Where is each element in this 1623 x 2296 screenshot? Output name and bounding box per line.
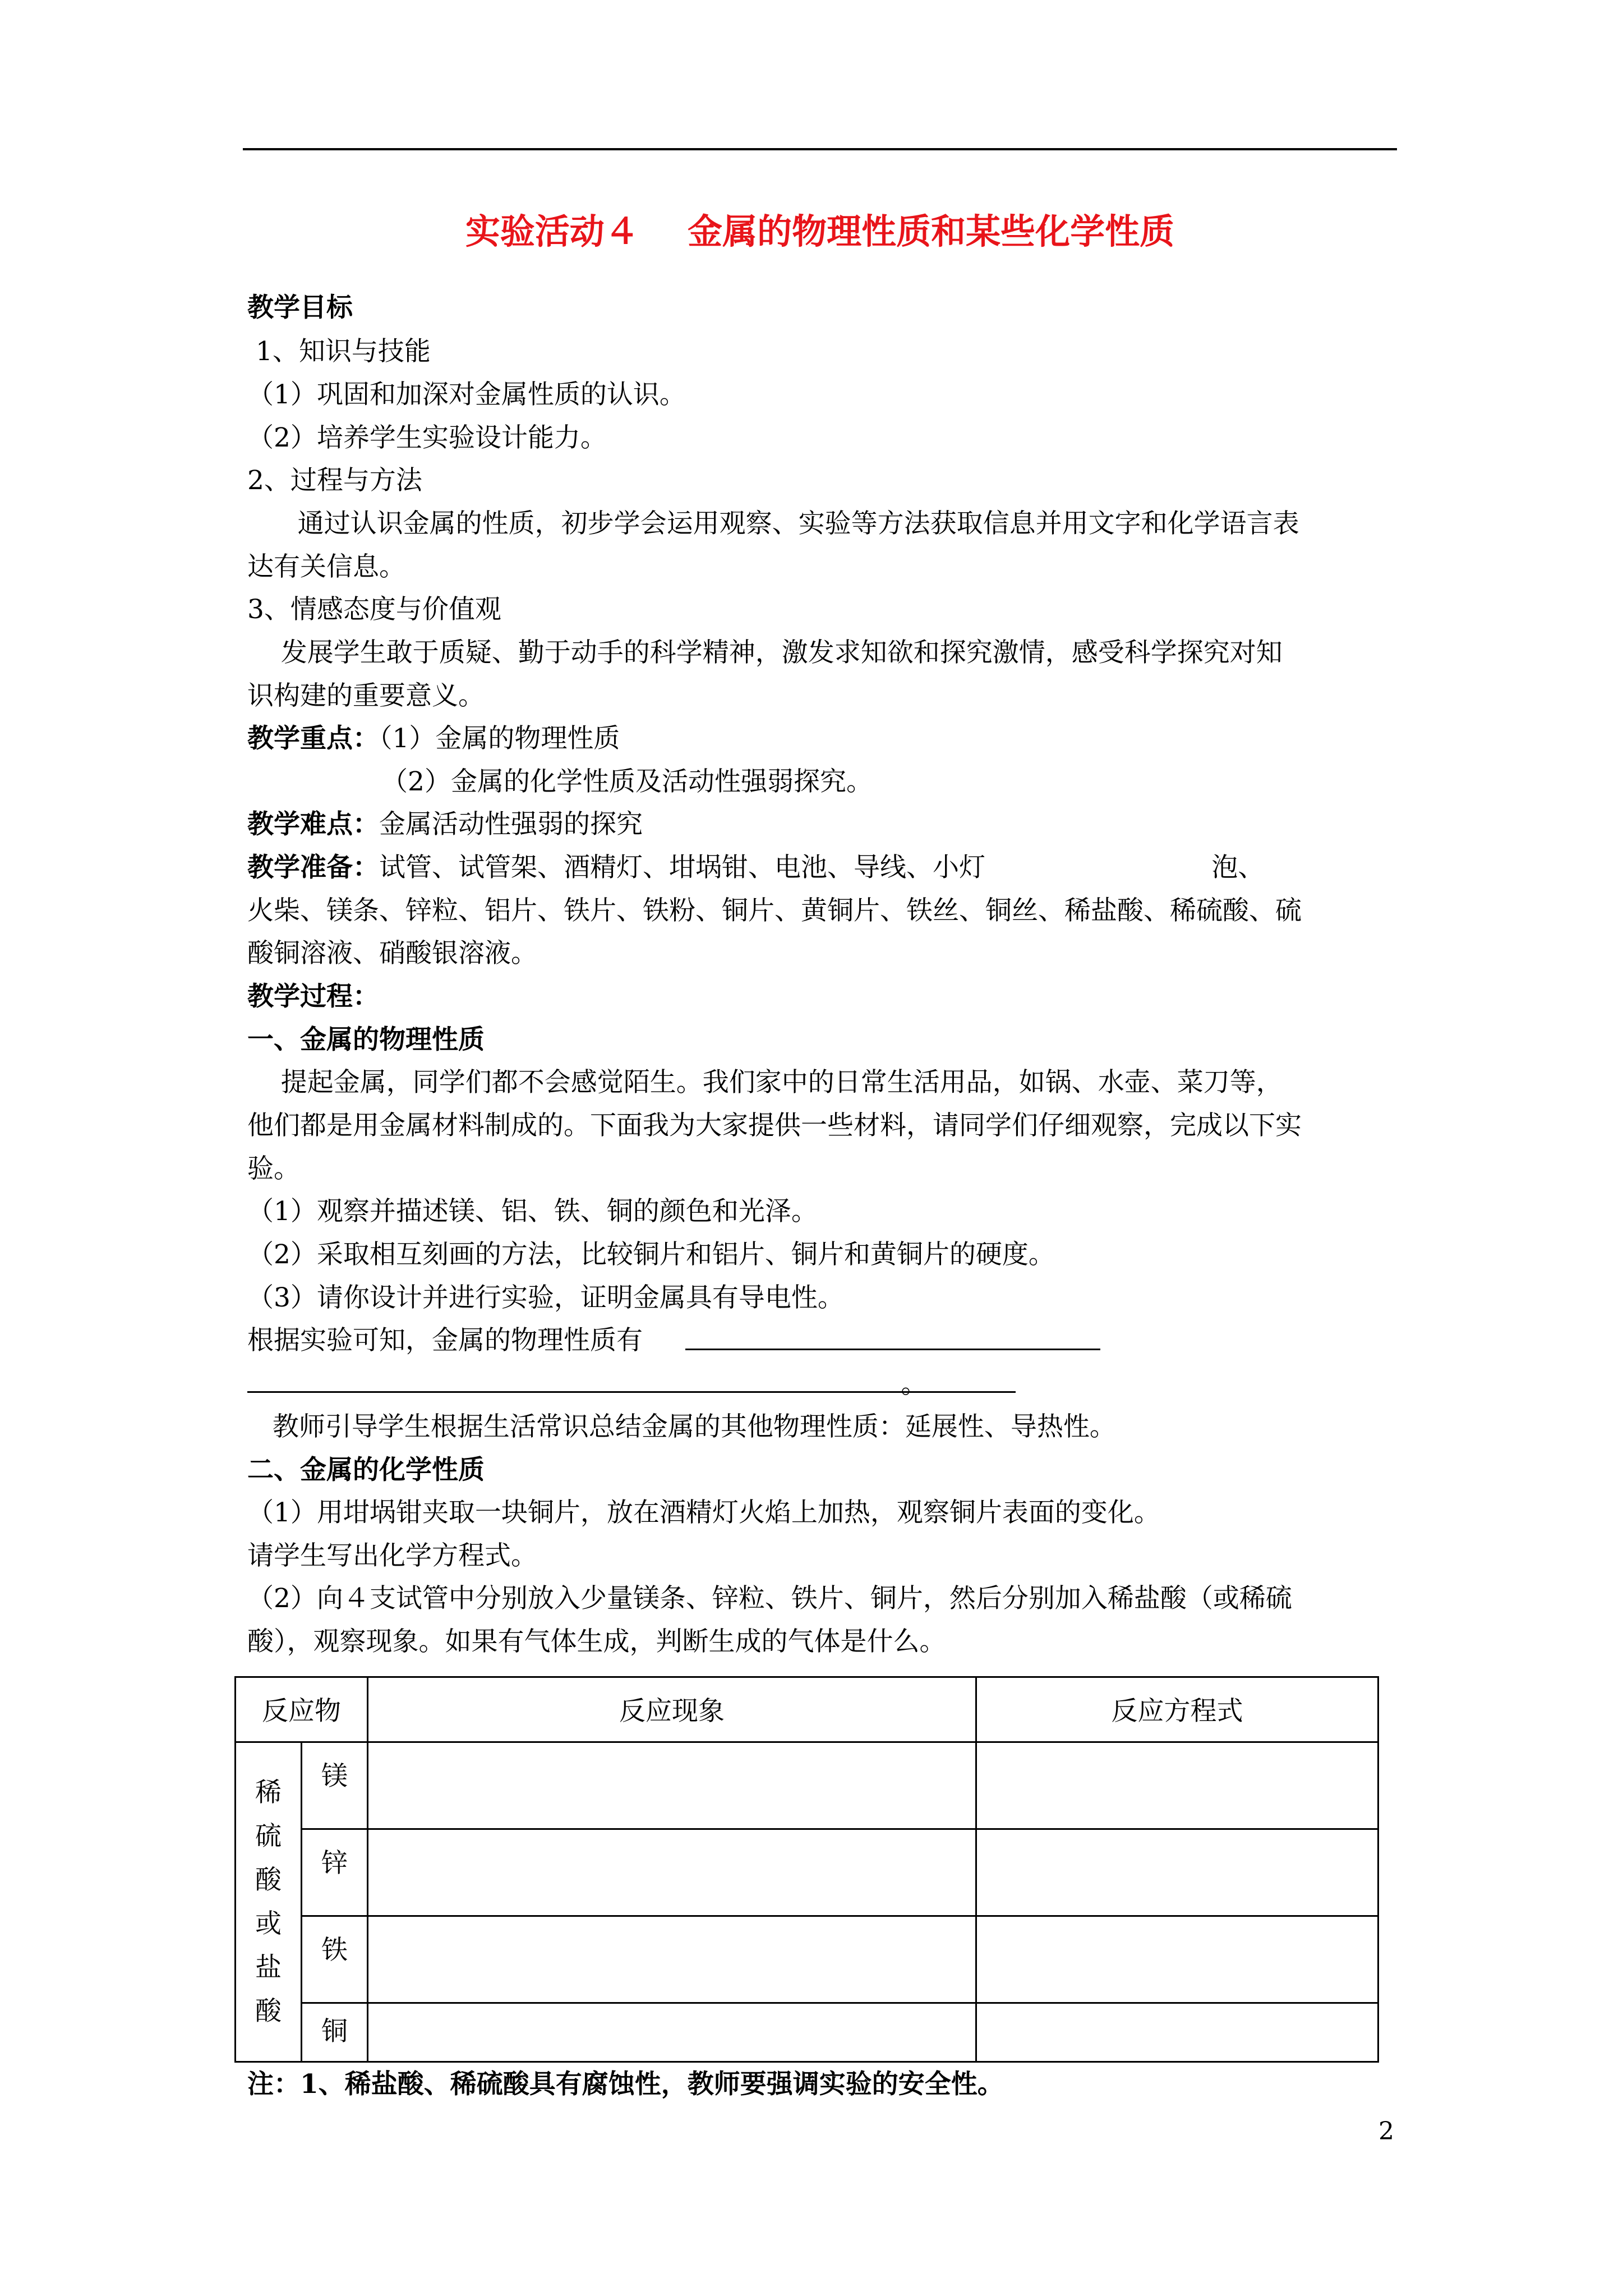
acid-group-label: 稀 硫 酸 或 盐 酸	[236, 1742, 302, 2062]
body-line	[247, 811, 643, 838]
line-text: 2、过程与方法	[247, 465, 422, 496]
body-line	[247, 1540, 537, 1571]
reaction-table	[234, 1676, 1379, 2063]
body-line	[247, 1112, 1302, 1139]
line-text: （2）向４支试管中分别放入少量镁条、锌粒、铁片、铜片，然后分别加入稀盐酸（或稀硫	[247, 1583, 1292, 1614]
body-line	[247, 680, 485, 711]
metal-label: 镁	[302, 1742, 368, 1829]
body-line	[247, 940, 537, 967]
body-line	[247, 467, 422, 494]
line-label: 教学重点：	[247, 723, 379, 754]
equation-cell	[976, 1829, 1378, 1916]
metal-label: 锌	[302, 1829, 368, 1916]
header-rule	[243, 148, 1397, 150]
fill-blank-line-1	[685, 1349, 1100, 1350]
body-line	[247, 381, 686, 408]
body-line	[247, 1499, 1160, 1526]
page-number: 2	[1378, 2117, 1394, 2146]
line-text: 火柴、镁条、锌粒、铝片、铁片、铁粉、铜片、黄铜片、铁丝、铜丝、稀盐酸、稀硫酸、硫	[247, 895, 1302, 926]
note-text: 1、稀盐酸、稀硫酸具有腐蚀性，教师要强调实验的安全性。	[300, 2069, 1004, 2100]
line-text: （3）请你设计并进行实验，证明金属具有导电性。	[247, 1282, 844, 1313]
table-row	[236, 2003, 1378, 2062]
line-text: 1、知识与技能	[247, 336, 431, 367]
line-text: 验。	[247, 1153, 300, 1184]
line-text: 提起金属，同学们都不会感觉陌生。我们家中的日常生活用品，如锅、水壶、菜刀等，	[247, 1067, 1283, 1098]
line-text: 通过认识金属的性质，初步学会运用观察、实验等方法获取信息并用文字和化学语言表	[247, 508, 1299, 539]
body-line	[247, 895, 1302, 926]
line-text: （1）观察并描述镁、铝、铁、铜的颜色和光泽。	[247, 1196, 818, 1227]
line-text: 他们都是用金属材料制成的。下面我为大家提供一些材料，请同学们仔细观察，完成以下实	[247, 1110, 1302, 1141]
phenomenon-cell	[368, 2003, 976, 2062]
body-line	[247, 1198, 818, 1225]
body-line	[247, 1241, 1055, 1268]
line-text: （1）金属的物理性质	[379, 723, 620, 754]
line-text: 达有关信息。	[247, 551, 405, 582]
note	[247, 2069, 1004, 2100]
line-text: （2）金属的化学性质及活动性强弱探究。	[247, 766, 873, 797]
line-text: 根据实验可知，金属的物理性质有	[247, 1325, 643, 1356]
header-phenomenon: 反应现象	[368, 1677, 976, 1742]
line-text: 发展学生敢于质疑、勤于动手的科学精神，激发求知欲和探究激情，感受科学探究对知	[247, 637, 1283, 668]
note-label: 注：	[247, 2069, 300, 2100]
body-line	[247, 1282, 844, 1313]
line-text: 教学过程：	[247, 981, 379, 1012]
table-row	[236, 1916, 1378, 2003]
line-text: 3、情感态度与价值观	[247, 594, 501, 625]
body-line	[247, 422, 607, 453]
body-line	[247, 1327, 643, 1354]
body-line	[247, 1457, 485, 1483]
line-text: 教师引导学生根据生活常识总结金属的其他物理性质：延展性、导热性。	[247, 1411, 1116, 1442]
line-text: 金属活动性强弱的探究	[379, 809, 643, 840]
line-label: 教学难点：	[247, 809, 379, 840]
body-line	[247, 596, 501, 623]
line-text: 教学目标	[247, 292, 353, 323]
line-text: 试管、试管架、酒精灯、坩埚钳、电池、导线、小灯 泡、	[379, 852, 1265, 883]
line-text: 识构建的重要意义。	[247, 680, 485, 711]
page-title: 实验活动４ 金属的物理性质和某些化学性质	[465, 211, 1175, 252]
body-line	[247, 292, 353, 323]
line-text: （2）培养学生实验设计能力。	[247, 422, 607, 453]
equation-cell	[976, 1916, 1378, 2003]
equation-cell	[976, 2003, 1378, 2062]
phenomenon-cell	[368, 1829, 976, 1916]
phenomenon-cell	[368, 1916, 976, 2003]
body-line	[247, 551, 405, 582]
metal-label: 铁	[302, 1916, 368, 2003]
line-label: 教学准备：	[247, 852, 379, 883]
body-line	[247, 725, 620, 752]
body-line	[247, 854, 1264, 881]
line-text: （2）采取相互刻画的方法，比较铜片和铝片、铜片和黄铜片的硬度。	[247, 1239, 1055, 1270]
header-reactant: 反应物	[236, 1677, 368, 1742]
line-text: 请学生写出化学方程式。	[247, 1540, 537, 1571]
equation-cell	[976, 1742, 1378, 1829]
line-text: 一、金属的物理性质	[247, 1024, 485, 1055]
table-row	[236, 1829, 1378, 1916]
body-line	[247, 1411, 1116, 1442]
header-equation: 反应方程式	[976, 1677, 1378, 1742]
line-text: 二、金属的化学性质	[247, 1455, 485, 1485]
line-text: 酸铜溶液、硝酸银溶液。	[247, 938, 537, 969]
line-text: （1）巩固和加深对金属性质的认识。	[247, 379, 686, 410]
body-line	[247, 1585, 1292, 1612]
body-line	[247, 983, 379, 1010]
fill-blank-line-2	[247, 1391, 1016, 1393]
line-text: 。	[247, 1369, 928, 1400]
table-header-row	[236, 1677, 1378, 1742]
body-line	[247, 338, 431, 365]
phenomenon-cell	[368, 1742, 976, 1829]
body-line	[247, 1628, 946, 1655]
metal-label: 铜	[302, 2003, 368, 2062]
body-line	[247, 510, 1299, 537]
table-row	[236, 1742, 1378, 1829]
body-line	[247, 1024, 485, 1055]
line-text: 酸），观察现象。如果有气体生成，判断生成的气体是什么。	[247, 1626, 946, 1657]
body-line	[247, 1369, 928, 1400]
body-line	[247, 1069, 1283, 1096]
body-line	[247, 766, 873, 797]
body-line	[247, 1153, 300, 1184]
body-line	[247, 639, 1283, 666]
line-text: （1）用坩埚钳夹取一块铜片，放在酒精灯火焰上加热，观察铜片表面的变化。	[247, 1497, 1160, 1528]
